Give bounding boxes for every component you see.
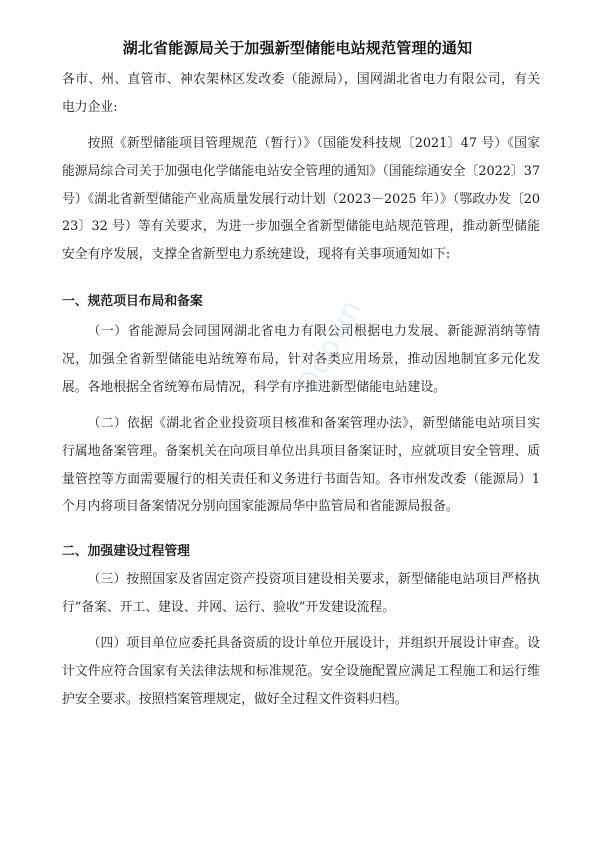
section-heading-1: 一、规范项目布局和备案 (62, 294, 203, 309)
section-2-paragraph-2: （四）项目单位应委托具备资质的设计单位开展设计，并组织开展设计审查。设计文件应符合国家有关法律法规和标准规范。安全设施配置应满足工程施工和运行维护安全要求。按照档案管理规定，做好全过程文件资料归档。 (62, 636, 540, 707)
section-1-paragraph-1: （一）省能源局会同国网湖北省电力有限公司根据电力发展、新能源消纳等情况，加强全省新型储能电站统筹布局，针对各类应用场景，推动因地制宜多元化发展。各地根据全省统筹布局情况，科学有序推进新型储能电站建设。 (62, 324, 540, 395)
section-heading-2: 二、加强建设过程管理 (62, 544, 190, 559)
watermark: Odown (290, 293, 368, 400)
addressees-paragraph: 各市、州、直管市、神农架林区发改委（能源局），国网湖北省电力有限公司，有关电力企业: (62, 72, 540, 115)
intro-paragraph: 按照《新型储能项目管理规范（暂行）》（国能发科技规〔2021〕47 号）《国家能源局综合司关于加强电化学储能电站安全管理的通知》（国能综通安全〔2022〕37 号）《湖北省新型储能产业高质量发展行动计划（2023－2025 年）》（鄂政办发〔2023〕32 号）等有关要求，为进一步加强全省新型储能电站规范管理，推动新型储能安全有序发展，支撑全省新型电力系统建设，现将有关事项通知如下: (62, 136, 540, 263)
section-1-paragraph-2: （二）依据《湖北省企业投资项目核准和备案管理办法》，新型储能电站项目实行属地备案管理。备案机关在向项目单位出具项目备案证时，应就项目安全管理、质量管控等方面需要履行的相关责任和义务进行书面告知。各市州发改委（能源局）1 个月内将项目备案情况分别向国家能源局华中监管局和省能源局报备。 (62, 416, 540, 515)
document-title: 湖北省能源局关于加强新型储能电站规范管理的通知 (122, 39, 473, 57)
section-2-paragraph-1: （三）按照国家及省固定资产投资项目建设相关要求，新型储能电站项目严格执行“备案、开工、建设、并网、运行、验收”开发建设流程。 (62, 572, 540, 615)
